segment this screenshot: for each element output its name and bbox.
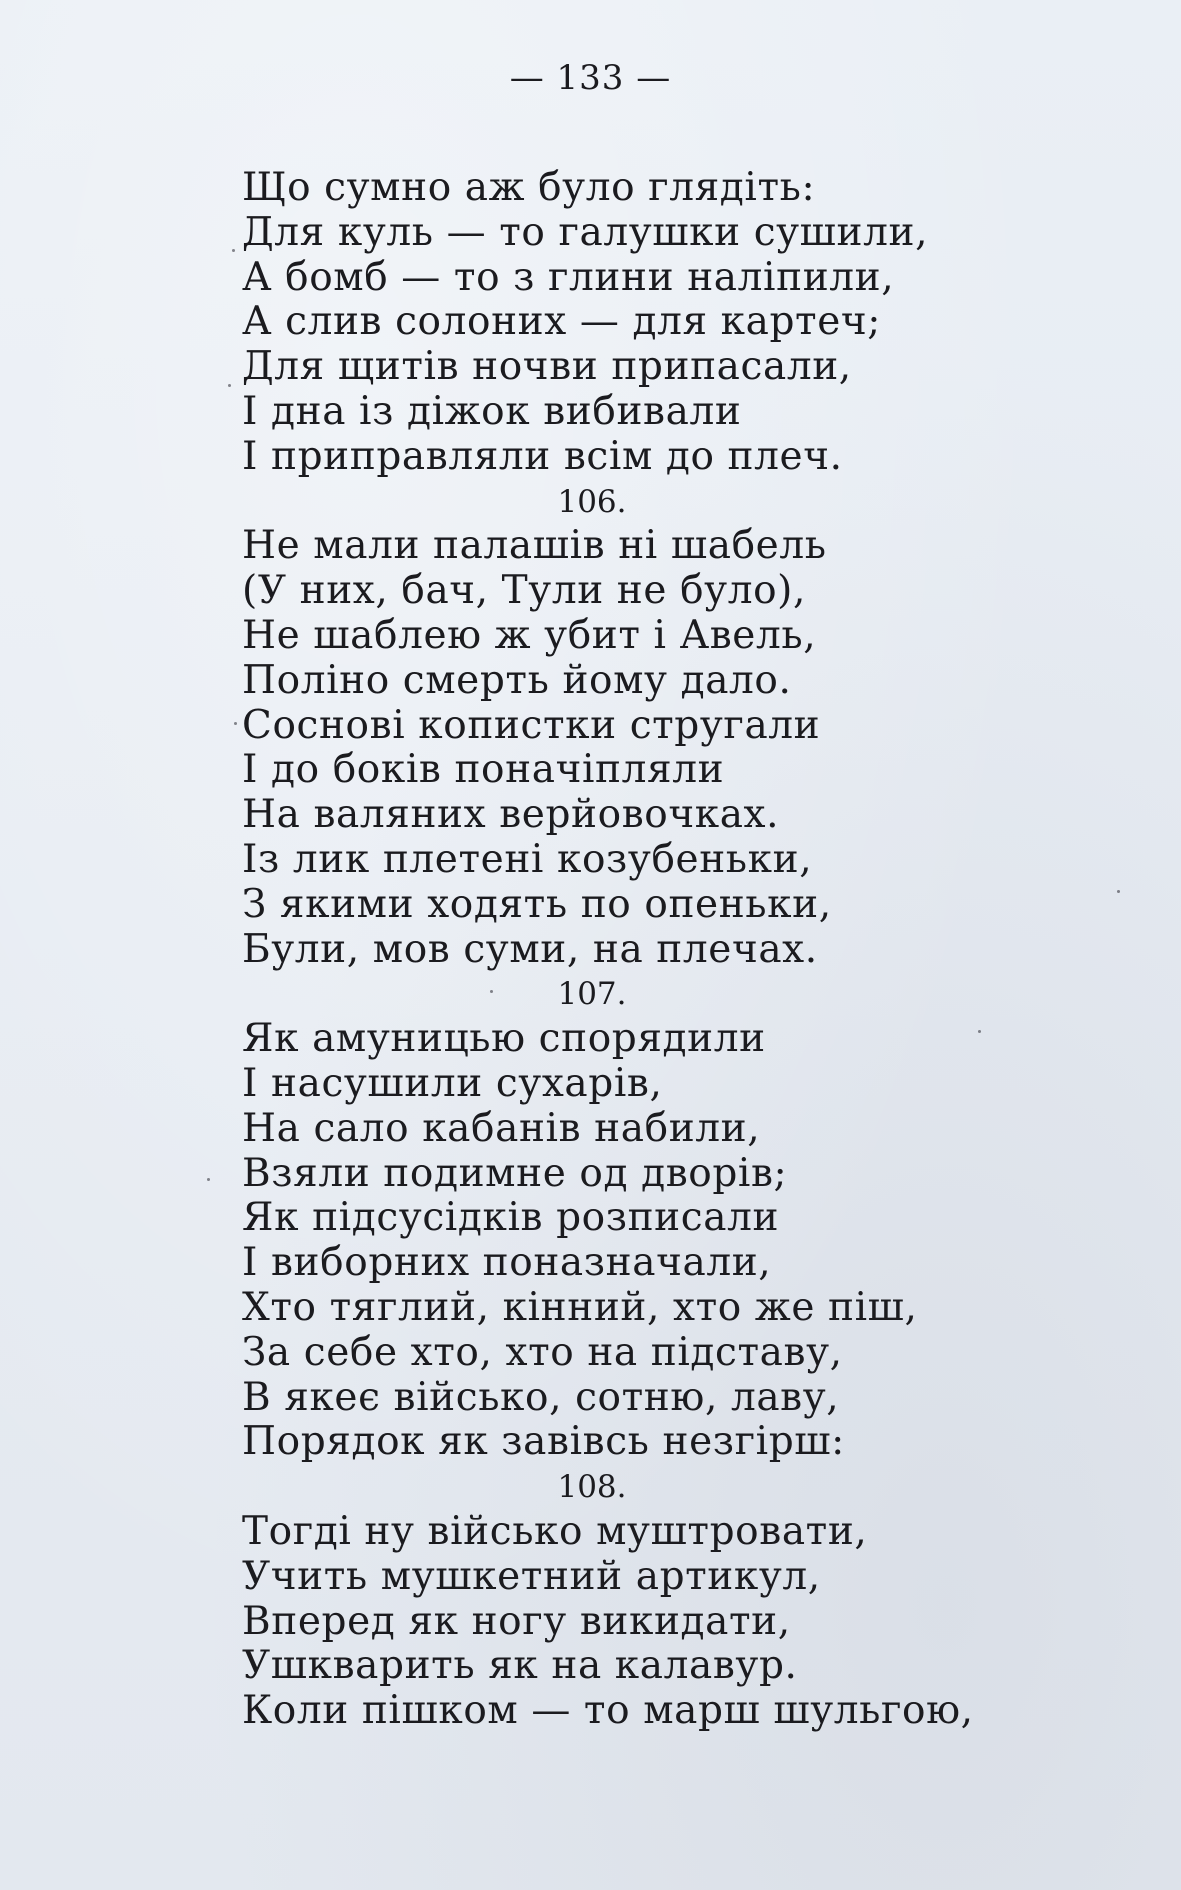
poem-line: На сало кабанів набили,: [242, 1105, 761, 1151]
poem-line: Тогді ну військо муштровати,: [242, 1508, 868, 1554]
poem-text: [242, 166, 1022, 1734]
print-speck: [490, 990, 493, 993]
poem-line: І дна із діжок вибивали: [242, 388, 742, 434]
stanza-number: 106.: [557, 483, 627, 520]
poem-line: (У них, бач, Тули не було),: [242, 568, 806, 614]
poem-line: Хто тяглий, кінний, хто же піш,: [242, 1284, 918, 1330]
poem-line: Вперед як ногу викидати,: [242, 1598, 791, 1644]
poem-line: Були, мов суми, на плечах.: [242, 926, 818, 972]
poem-line: Як амуницью спорядили: [242, 1016, 766, 1062]
poem-line: Як підсусідків розписали: [242, 1195, 780, 1241]
poem-line: Поліно смерть йому дало.: [242, 657, 792, 703]
poem-line: І виборних поназначали,: [242, 1240, 772, 1286]
poem-line: Порядок як завівсь незгірш:: [242, 1419, 845, 1465]
page-number: — 133 —: [509, 58, 672, 98]
print-speck: [207, 1178, 210, 1181]
poem-line: З якими ходять по опеньки,: [242, 881, 832, 927]
print-speck: [978, 1030, 981, 1033]
poem-line: Ушкварить як на калавур.: [242, 1643, 798, 1689]
poem-line: Соснові копистки стругали: [242, 702, 821, 748]
poem-line: Не мали палашів ні шабель: [242, 523, 827, 569]
print-speck: [234, 722, 237, 725]
poem-line: Для щитів ночви припасали,: [242, 344, 852, 390]
poem-line: І приправляли всім до плеч.: [242, 433, 843, 479]
poem-line: Взяли подимне од дворів;: [242, 1150, 788, 1196]
stanza-number: 107.: [557, 976, 627, 1013]
poem-line: Із лик плетені козубеньки,: [242, 836, 813, 882]
poem-line: На валяних верйовочках.: [242, 792, 780, 838]
stanza-number: 108.: [557, 1469, 627, 1506]
poem-line: Що сумно аж було глядіть:: [242, 165, 816, 210]
print-speck: [232, 249, 235, 252]
poem-line: А слив солоних — для картеч;: [242, 299, 882, 345]
poem-line: Не шаблею ж убит і Авель,: [242, 612, 817, 658]
poem-line: А бомб — то з глини наліпили,: [242, 254, 895, 300]
print-speck: [1117, 890, 1120, 893]
poem-line: І до боків поначіпляли: [242, 747, 725, 793]
poem-line: І насушили сухарів,: [242, 1060, 663, 1106]
poem-line: В якеє військо, сотню, лаву,: [242, 1374, 840, 1420]
print-speck: [228, 384, 231, 387]
poem-line: Коли пішком — то марш шульгою,: [242, 1688, 974, 1734]
poem-line: Учить мушкетний артикул,: [242, 1553, 821, 1599]
poem-line: За себе хто, хто на підставу,: [242, 1329, 843, 1375]
poem-line: Для куль — то галушки сушили,: [242, 209, 929, 255]
